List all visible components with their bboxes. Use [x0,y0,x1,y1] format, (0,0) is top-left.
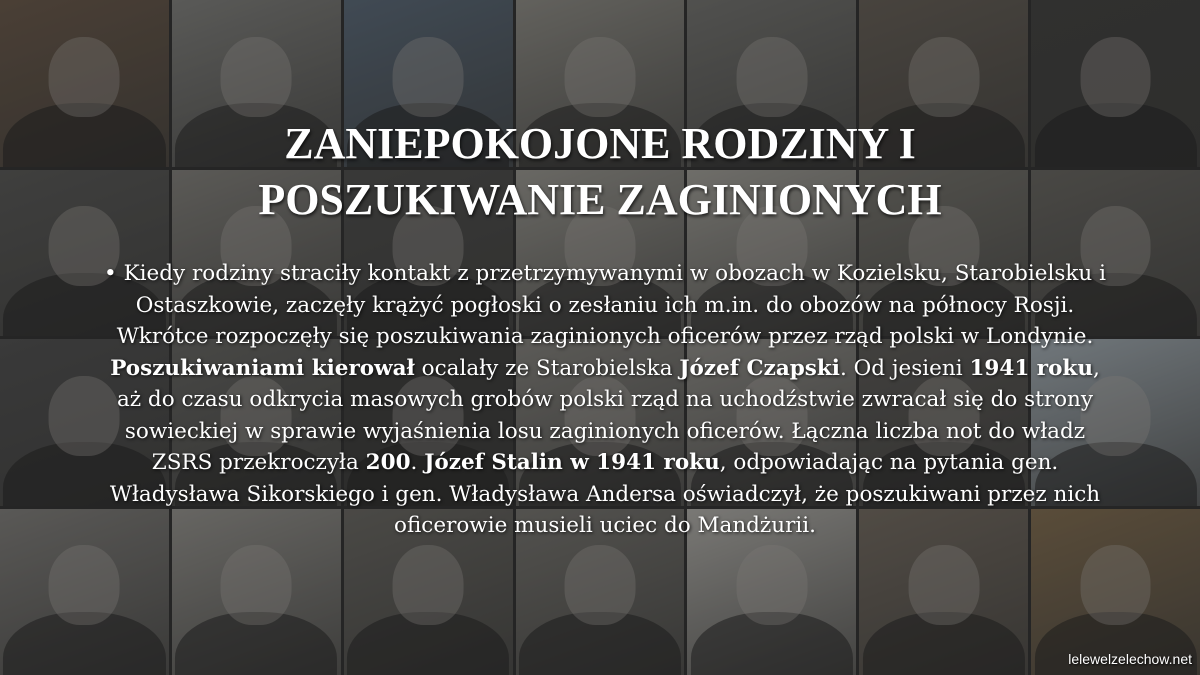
body-text-run: . Od jesieni [839,355,970,381]
emphasis-text: Józef Stalin w 1941 roku [424,450,720,475]
title-line-1: ZANIEPOKOJONE RODZINY I [284,119,916,168]
body-text-run: . [410,450,425,475]
body-text-run: ocalały ze Starobielska [414,355,680,381]
slide-title [120,116,1080,228]
slide-body-text [100,258,1110,542]
emphasis-text: 200 [365,450,411,475]
site-watermark: lelewelzelechow.net [1068,651,1192,667]
body-text-run: , aż do czasu odkrycia masowych grobów polski rząd na uchodźstwie zwracał się do strony sowieckiej w sprawie wyjaśnienia losu zaginionych oficerów. Łączna liczba not do władz ZSRS przekroczyła [116,355,1100,475]
body-text-run: , odpowiadając na pytania gen. Władysława Sikorskiego i gen. Władysława Andersa oświadczył, że poszukiwani przez nich oficerowie musieli uciec do Mandżurii. [109,450,1101,538]
bullet-marker: • [104,261,117,286]
body-text-run: Kiedy rodziny straciły kontakt z przetrzymywanymi w obozach w Kozielsku, Starobielsku i Ostaszkowie, zaczęły krążyć pogłoski o zesłaniu ich m.in. do obozów na północy Rosji. Wkrótce rozpoczęły się poszukiwania zaginionych oficerów przez rząd polski w Londynie. [116,261,1106,349]
emphasis-text: 1941 roku [969,355,1093,381]
title-line-2: POSZUKIWANIE ZAGINIONYCH [258,175,942,224]
emphasis-text: Poszukiwaniami kierował [110,355,415,381]
emphasis-text: Józef Czapski [679,355,840,381]
